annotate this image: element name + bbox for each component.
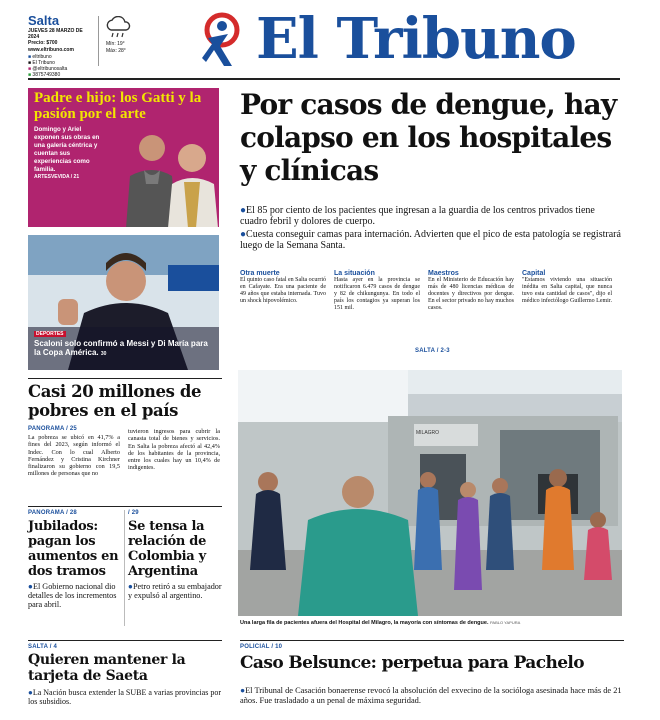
saeta-tag: SALTA / 4 (28, 644, 58, 650)
main-bullets (240, 205, 622, 251)
main-headline[interactable]: Por casos de dengue, hay colapso en los hospitales y clínicas (240, 88, 617, 187)
promo-gatti-photo (110, 124, 219, 227)
column-maestros: Maestros En el Ministerio de Educación hay más de 480 licencias médicas de docentes y directivos por dengue. En el sector privado no hay muchos casos. (428, 270, 514, 311)
header-info (28, 14, 100, 78)
social-whatsapp: ■ 3875749380 (28, 72, 61, 78)
colombia-headline[interactable]: Se tensa la relación de Colombia y Argentina (128, 519, 207, 579)
photo-sign: MILAGRO (416, 430, 440, 436)
main-columns (240, 270, 624, 342)
pobreza-col-1: La pobreza se ubicó en 41,7% a fines del 2023, según informó el Indec. Con lo cual Alberto Fernández y Cristina Kirchner finalizaron su gobierno con 19,5 millones de personas que no (28, 434, 120, 478)
promo-gatti-title: Padre e hijo: los Gatti y la pasión por el arte (34, 90, 202, 122)
website: www.eltribuno.com (28, 47, 74, 53)
promo-gatti-tag: ARTESVEVIDA / 21 (34, 174, 80, 180)
jubilados-bullet: ● El Gobierno nacional dio detalles de los incrementos para abril. (28, 582, 122, 609)
price: Precio: $700 (28, 40, 58, 46)
column-capital: Capital "Estamos viviendo una situación inédita en Salta capital, que nunca tuvo esta cantidad de casos", dijo el médico infectólogo Guillermo Lemir. (522, 270, 612, 304)
social-x: ■ El Tribuno (28, 60, 55, 66)
belsunce-tag: POLICIAL / 10 (240, 644, 283, 650)
promo-gatti[interactable] (28, 88, 219, 227)
colombia-tag: / 29 (128, 510, 139, 516)
saeta-bullet: ● La Nación busca extender la SUBE a varias provincias por los subsidios. (28, 688, 224, 706)
masthead-logo-icon (198, 12, 246, 68)
promo-gatti-text: Domingo y Ariel exponen sus obras en una galería céntrica y cuentan sus experiencias como familia. (34, 126, 100, 173)
column-situacion: La situación Hasta ayer en la provincia se notificaron 6.479 casos de dengue y 82 de chikungunya. En todo el país los contagios ya superan los 151 mil. (334, 270, 420, 311)
city-name: Salta (28, 13, 60, 28)
main-section-tag: SALTA / 2-3 (415, 348, 450, 354)
saeta-headline[interactable]: Quieren mantener la tarjeta de Saeta (28, 652, 186, 684)
main-bullet-2: ● Cuesta conseguir camas para internación. Advierten que el pico de esta patología se registrará luego de la Semana Santa. (240, 229, 622, 251)
pobreza-col-2: tuvieron ingresos para cubrir la canasta total de bienes y servicios. En Salta la pobreza afectó al 42,4% de los habitantes de la provincia, entre los cuales hay un 10,4% de indigentes. (128, 428, 220, 472)
edition-date: JUEVES 28 MARZO DE 2024 (28, 28, 83, 40)
social-facebook: ■ eltribuno (28, 54, 52, 60)
belsunce-headline[interactable]: Caso Belsunce: perpetua para Pachelo (240, 653, 585, 673)
main-photo (238, 370, 622, 616)
pobreza-headline[interactable]: Casi 20 millones de pobres en el país (28, 382, 202, 420)
social-instagram: ■ @eltribunosalta (28, 66, 68, 72)
column-otra-muerte: Otra muerte El quinto caso fatal en Salta ocurrió en Cafayate. Era una paciente de 49 años que estaba internada. Tuvo un shock hipovolémico. (240, 270, 326, 304)
promo-scaloni-title: Scaloni solo confirmó a Messi y Di María para la Copa América. 30 (34, 339, 208, 357)
main-bullet-1: ● El 85 por ciento de los pacientes que ingresan a la guardia de los centros privados tiene cuadro febril y dolores de cuerpo. (240, 205, 622, 227)
photo-caption: Una larga fila de pacientes afuera del Hospital del Milagro, la mayoría con síntomas de dengue. PABLO YAPURA (240, 620, 521, 626)
jubilados-tag: PANORAMA / 28 (28, 510, 77, 516)
weather-icon (104, 16, 134, 40)
belsunce-bullet: ● El Tribunal de Casación bonaerense revocó la absolución del exvecino de la socióloga asesinada hace más de 21 años. Fue trasladado a un penal de máxima seguridad. (240, 686, 624, 706)
weather-temps (106, 41, 126, 55)
promo-scaloni[interactable] (28, 235, 219, 370)
temp-min: Mín: 19° (106, 41, 125, 47)
pobreza-tag: PANORAMA / 25 (28, 426, 77, 432)
jubilados-headline[interactable]: Jubilados: pagan los aumentos en dos tramos (28, 519, 119, 579)
promo-scaloni-tag: DEPORTES (36, 331, 64, 337)
temp-max: Máx: 28° (106, 48, 126, 54)
colombia-bullet: ● Petro retiró a su embajador y expulsó al argentino. (128, 582, 222, 600)
masthead: El Tribuno (256, 6, 576, 72)
